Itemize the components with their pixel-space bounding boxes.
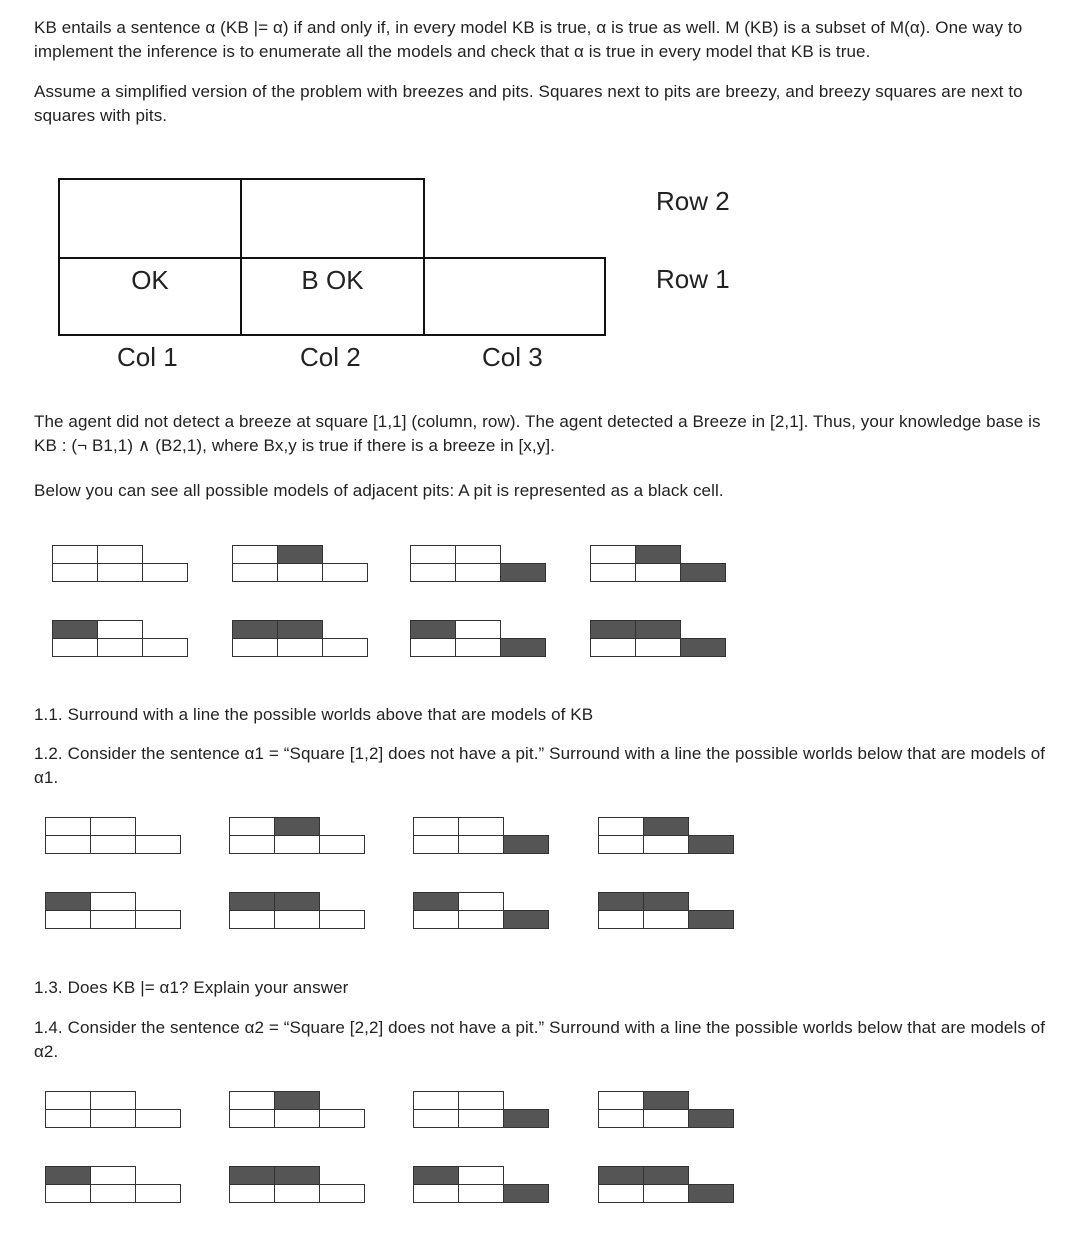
cell-1-1: [590, 563, 636, 582]
possible-world-2-8[interactable]: [598, 892, 732, 928]
cell-1-1: [590, 638, 636, 657]
cell-1-1: [410, 638, 456, 657]
cell-2-2: [458, 1166, 504, 1185]
possible-world-3-1[interactable]: [45, 1091, 179, 1127]
cell-1-2: [45, 1091, 91, 1110]
cell-2-1: [277, 638, 323, 657]
possible-world-3-8[interactable]: [598, 1166, 732, 1202]
cell-1-2-pit: [413, 892, 459, 911]
cell-3-1: [319, 835, 365, 854]
cell-2-2-pit: [643, 892, 689, 911]
cell-3-1-pit: [500, 638, 546, 657]
cell-3-1-pit: [680, 563, 726, 582]
intro-paragraph-1: KB entails a sentence α (KB |= α) if and only if, in every model KB is true, α is true as well. M (KB) is a subset of M(α). One way to implement the inference is to enumerate all the models and check that α is true in every model that KB is true.: [34, 18, 1023, 61]
cell-1-1: [229, 835, 275, 854]
cell-1-1: [229, 1184, 275, 1203]
cell-1-2-pit: [598, 1166, 644, 1185]
cell-2-1: [90, 835, 136, 854]
cell-1-2-pit: [45, 892, 91, 911]
possible-world-2-6[interactable]: [229, 892, 363, 928]
cell-3-1-pit: [688, 1109, 734, 1128]
cell-3-1: [322, 638, 368, 657]
cell-2-1: [97, 638, 143, 657]
cell-2-1: [274, 910, 320, 929]
question-1-3: 1.3. Does KB |= α1? Explain your answer: [34, 978, 349, 997]
possible-world-2-5[interactable]: [45, 892, 179, 928]
row-2-label: Row 2: [656, 186, 730, 216]
cell-1-2: [598, 817, 644, 836]
cell-2-1: [458, 910, 504, 929]
cell-3-1-pit: [680, 638, 726, 657]
possible-world-1-7[interactable]: [410, 620, 544, 656]
cell-2-2: [455, 545, 501, 564]
possible-world-3-5[interactable]: [45, 1166, 179, 1202]
cell-2-2-pit: [274, 892, 320, 911]
col-3-label: Col 3: [482, 342, 543, 372]
cell-2-1: [277, 563, 323, 582]
cell-3-1-pit: [688, 910, 734, 929]
cell-2-1: [90, 1184, 136, 1203]
cell-2-1: [97, 563, 143, 582]
cell-1-1: [232, 563, 278, 582]
possible-world-1-5[interactable]: [52, 620, 186, 656]
possible-world-1-4[interactable]: [590, 545, 724, 581]
cell-1-1: [229, 1109, 275, 1128]
cell-2-1: [635, 638, 681, 657]
cell-2-2: [458, 892, 504, 911]
cell-1-1: [45, 1109, 91, 1128]
cell-1-1: [598, 1184, 644, 1203]
cell-2-1: [643, 1109, 689, 1128]
cell-2-2-pit: [643, 1091, 689, 1110]
possible-world-2-4[interactable]: [598, 817, 732, 853]
models-intro: Below you can see all possible models of adjacent pits: A pit is represented as a black cell.: [34, 481, 724, 500]
cell-2-1: [458, 1109, 504, 1128]
cell-2-2: [458, 817, 504, 836]
cell-2-1: [643, 910, 689, 929]
possible-world-1-8[interactable]: [590, 620, 724, 656]
cell-1-1: [413, 1109, 459, 1128]
question-1-2: 1.2. Consider the sentence α1 = “Square [1,2] does not have a pit.” Surround with a line the possible worlds below that are models of α1.: [34, 744, 1046, 787]
cell-2-1: [635, 563, 681, 582]
cell-1-2: [413, 1091, 459, 1110]
cell-2-1: [643, 835, 689, 854]
cell-3-1-pit: [503, 835, 549, 854]
cell-2-2-pit: [643, 817, 689, 836]
col-2-label: Col 2: [300, 342, 361, 372]
cell-1-2-pit: [413, 1166, 459, 1185]
cell-1-1: [45, 835, 91, 854]
cell-3-1: [319, 910, 365, 929]
cell-1-2: [410, 545, 456, 564]
cell-1-1: [52, 563, 98, 582]
cell-3-1-pit: [688, 1184, 734, 1203]
possible-world-3-6[interactable]: [229, 1166, 363, 1202]
cell-2-2: [90, 892, 136, 911]
cell-1-2-pit: [598, 892, 644, 911]
cell-3-1: [142, 563, 188, 582]
possible-world-2-7[interactable]: [413, 892, 547, 928]
cell-1-2: [229, 1091, 275, 1110]
cell-3-1: [319, 1184, 365, 1203]
cell-2-2-pit: [277, 545, 323, 564]
cell-3-1: [135, 835, 181, 854]
cell-2-2: [97, 545, 143, 564]
cell-1-2: [52, 545, 98, 564]
cell-2-1: [274, 1109, 320, 1128]
cell-3-1-pit: [503, 910, 549, 929]
cell-3-1: [135, 1184, 181, 1203]
possible-world-2-3[interactable]: [413, 817, 547, 853]
possible-world-1-1[interactable]: [52, 545, 186, 581]
cell-2-2-pit: [277, 620, 323, 639]
cell-1-2: [232, 545, 278, 564]
cell-2-1: [90, 1109, 136, 1128]
cell-2-2: [455, 620, 501, 639]
cell-2-2: [97, 620, 143, 639]
board-cell-2-1: B OK: [240, 257, 425, 336]
cell-2-1: [458, 1184, 504, 1203]
board-cell-1-1: OK: [58, 257, 242, 336]
cell-1-1: [45, 910, 91, 929]
cell-1-1: [229, 910, 275, 929]
board-cell-3-1: [423, 257, 606, 336]
cell-2-1: [455, 563, 501, 582]
cell-1-1: [413, 1184, 459, 1203]
cell-2-1: [90, 910, 136, 929]
cell-2-2: [458, 1091, 504, 1110]
cell-1-2-pit: [229, 1166, 275, 1185]
cell-2-2-pit: [643, 1166, 689, 1185]
kb-paragraph: The agent did not detect a breeze at square [1,1] (column, row). The agent detected a Breeze in [2,1]. Thus, your knowledge base is KB : (¬ B1,1) ∧ (B2,1), where Bx,y is true if there is a breeze in [x,y].: [34, 412, 1041, 455]
cell-1-1: [413, 910, 459, 929]
cell-3-1: [135, 910, 181, 929]
question-1-1: 1.1. Surround with a line the possible worlds above that are models of KB: [34, 705, 594, 724]
row-1-label: Row 1: [656, 264, 730, 294]
cell-3-1-pit: [503, 1109, 549, 1128]
cell-1-1: [52, 638, 98, 657]
cell-3-1-pit: [503, 1184, 549, 1203]
cell-2-2: [90, 1166, 136, 1185]
possible-world-3-2[interactable]: [229, 1091, 363, 1127]
board-cell-2-2: [240, 178, 425, 259]
cell-3-1-pit: [500, 563, 546, 582]
cell-3-1: [322, 563, 368, 582]
cell-2-2-pit: [274, 817, 320, 836]
cell-2-1: [458, 835, 504, 854]
cell-2-2-pit: [635, 620, 681, 639]
possible-world-3-4[interactable]: [598, 1091, 732, 1127]
cell-1-1: [598, 1109, 644, 1128]
cell-1-1: [45, 1184, 91, 1203]
possible-world-3-7[interactable]: [413, 1166, 547, 1202]
cell-3-1-pit: [688, 835, 734, 854]
cell-3-1: [319, 1109, 365, 1128]
cell-2-1: [643, 1184, 689, 1203]
wumpus-board: [58, 178, 606, 336]
possible-world-3-3[interactable]: [413, 1091, 547, 1127]
cell-1-2-pit: [410, 620, 456, 639]
cell-3-1: [135, 1109, 181, 1128]
cell-1-2-pit: [52, 620, 98, 639]
question-1-4: 1.4. Consider the sentence α2 = “Square [2,2] does not have a pit.” Surround with a line the possible worlds below that are models of α2.: [34, 1018, 1046, 1061]
cell-1-1: [598, 910, 644, 929]
col-1-label: Col 1: [117, 342, 178, 372]
possible-world-1-6[interactable]: [232, 620, 366, 656]
cell-1-2: [590, 545, 636, 564]
cell-2-1: [274, 835, 320, 854]
cell-1-2: [229, 817, 275, 836]
cell-1-2: [45, 817, 91, 836]
possible-world-1-2[interactable]: [232, 545, 366, 581]
cell-2-2: [90, 1091, 136, 1110]
possible-world-2-2[interactable]: [229, 817, 363, 853]
possible-world-1-3[interactable]: [410, 545, 544, 581]
cell-1-2: [413, 817, 459, 836]
cell-2-1: [274, 1184, 320, 1203]
cell-1-2-pit: [590, 620, 636, 639]
cell-1-1: [232, 638, 278, 657]
cell-2-2-pit: [274, 1091, 320, 1110]
cell-1-1: [598, 835, 644, 854]
possible-world-2-1[interactable]: [45, 817, 179, 853]
cell-1-1: [410, 563, 456, 582]
cell-1-2: [598, 1091, 644, 1110]
cell-1-2-pit: [229, 892, 275, 911]
cell-1-2-pit: [232, 620, 278, 639]
cell-1-1: [413, 835, 459, 854]
cell-3-1: [142, 638, 188, 657]
cell-2-2-pit: [635, 545, 681, 564]
cell-2-2-pit: [274, 1166, 320, 1185]
board-cell-1-2: [58, 178, 242, 259]
cell-2-1: [455, 638, 501, 657]
intro-paragraph-2: Assume a simplified version of the problem with breezes and pits. Squares next to pits are breezy, and breezy squares are next to squares with pits.: [34, 82, 1023, 125]
cell-2-2: [90, 817, 136, 836]
cell-1-2-pit: [45, 1166, 91, 1185]
